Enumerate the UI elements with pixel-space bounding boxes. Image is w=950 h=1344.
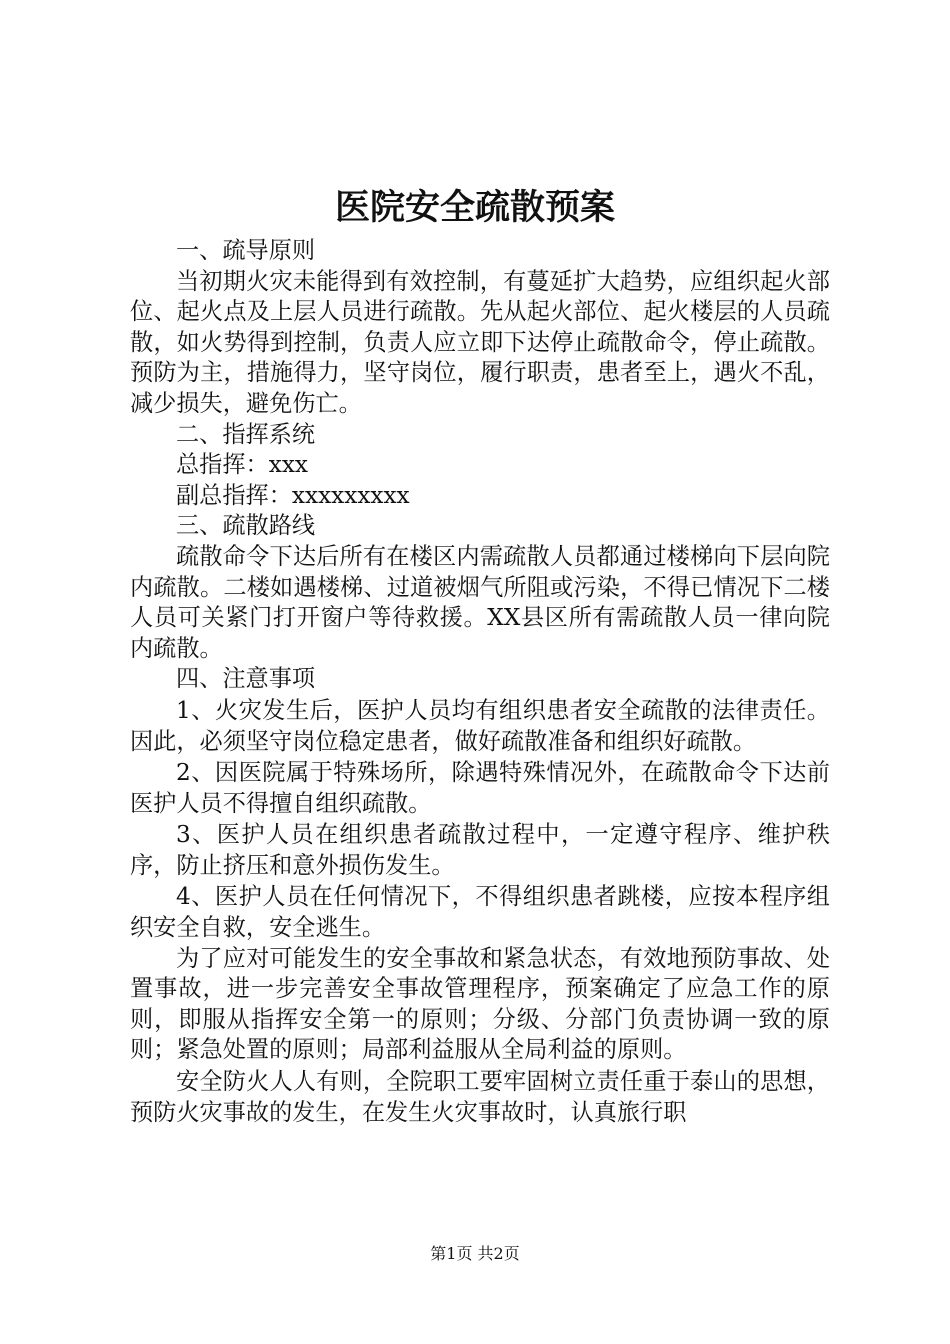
heading-notes: 四、注意事项 <box>176 665 316 693</box>
note-item-2: 2、因医院属于特殊场所，除遇特殊情况外，在疏散命令下达前医护人员不得擅自组织疏散。 <box>130 759 830 817</box>
heading-guidance-principle: 一、疏导原则 <box>176 237 316 264</box>
commander-line: 总指挥：xxx <box>176 451 308 479</box>
paragraph-fire-safety: 安全防火人人有则，全院职工要牢固树立责任重于泰山的思想，预防火灾事故的发生，在发生火灾事故时，认真旅行职 <box>130 1068 830 1126</box>
heading-evacuation-route: 三、疏散路线 <box>176 512 316 540</box>
note-item-4: 4、医护人员在任何情况下，不得组织患者跳楼，应按本程序组织安全自救，安全逃生。 <box>130 883 830 942</box>
note-item-1: 1、火灾发生后，医护人员均有组织患者安全疏散的法律责任。因此，必须坚守岗位稳定患者，做好疏散准备和组织好疏散。 <box>130 696 830 755</box>
heading-command-system: 二、指挥系统 <box>176 420 316 448</box>
page-number: 第1页 共2页 <box>430 1244 520 1263</box>
note-item-3: 3、医护人员在组织患者疏散过程中，一定遵守程序、维护秩序，防止挤压和意外损伤发生。 <box>130 821 830 879</box>
paragraph-evacuation-route: 疏散命令下达后所有在楼区内需疏散人员都通过楼梯向下层向院内疏散。二楼如遇楼梯、过道被烟气所阻或污染，不得已情况下二楼人员可关紧门打开窗户等待救援。XX县区所有需疏散人员一律向院内疏散。 <box>130 542 830 662</box>
document-body <box>130 236 830 1128</box>
paragraph-emergency-principles: 为了应对可能发生的安全事故和紧急状态，有效地预防事故、处置事故，进一步完善安全事故管理程序，预案确定了应急工作的原则，即服从指挥安全第一的原则；分级、分部门负责协调一致的原则；紧急处置的原则；局部利益服从全局利益的原则。 <box>130 944 830 1064</box>
deputy-commander-line: 副总指挥：xxxxxxxxx <box>176 481 410 509</box>
paragraph-guidance-text: 当初期火灾未能得到有效控制，有蔓延扩大趋势，应组织起火部位、起火点及上层人员进行疏散。先从起火部位、起火楼层的人员疏散，如火势得到控制，负责人应立即下达停止疏散命令，停止疏散。预防为主，措施得力，坚守岗位，履行职责，患者至上，遇火不乱，减少损失，避免伤亡。 <box>130 267 830 417</box>
document-title: 医院安全疏散预案 <box>334 187 615 228</box>
